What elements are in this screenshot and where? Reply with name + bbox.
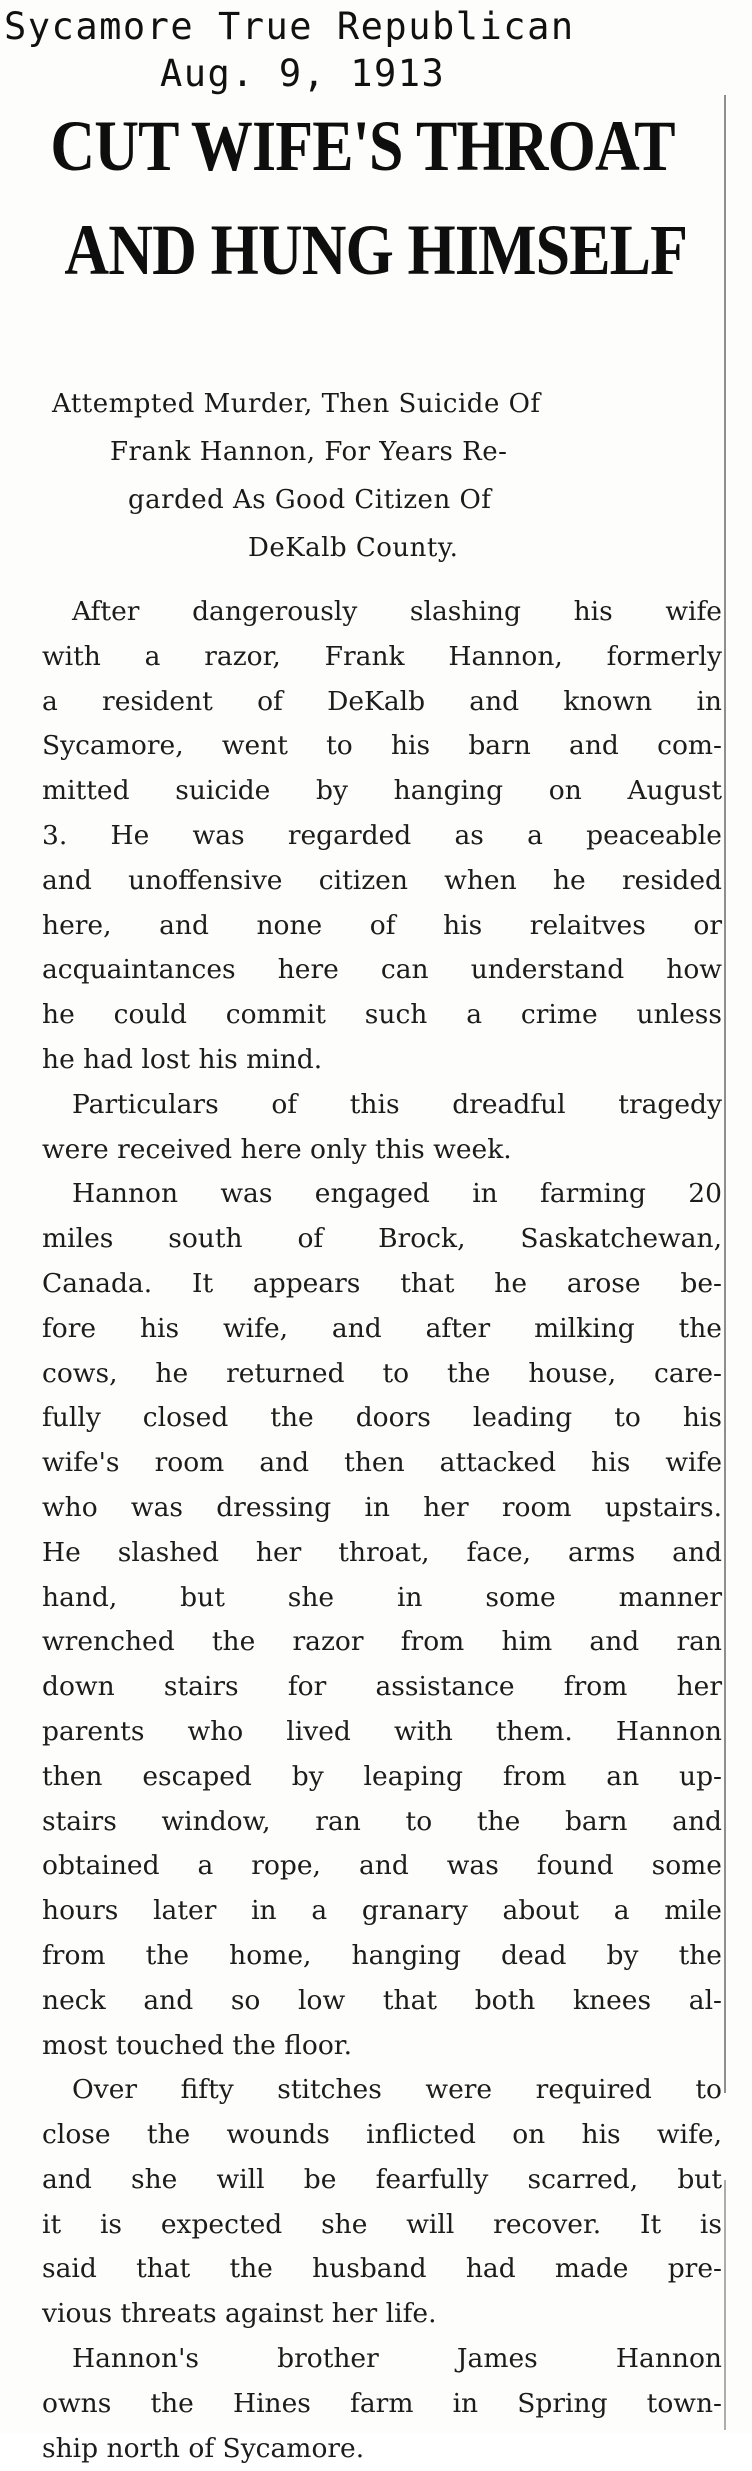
subheadline-line: DeKalb County. [248, 533, 459, 563]
article-line: Hannon was engaged in farming 20 [72, 1178, 722, 1210]
article-line: were received here only this week. [42, 1133, 512, 1165]
article-line: acquaintances here can understand how [42, 954, 722, 986]
article-line: Canada. It appears that he arose be- [42, 1267, 722, 1299]
article-line: and she will be fearfully scarred, but [42, 2163, 722, 2195]
publication-date: Aug. 9, 1913 [160, 52, 446, 95]
article-line: who was dressing in her room upstairs. [42, 1491, 722, 1523]
article-line: mitted suicide by hanging on August [42, 775, 722, 807]
article-line: then escaped by leaping from an up- [42, 1760, 722, 1792]
article-line: owns the Hines farm in Spring town- [42, 2387, 722, 2419]
article-line: obtained a rope, and was found some [42, 1850, 722, 1882]
article-line: cows, he returned to the house, care- [42, 1357, 722, 1389]
article-line: said that the husband had made pre- [42, 2253, 722, 2285]
article-body [42, 590, 722, 2471]
article-line: wrenched the razor from him and ran [42, 1626, 722, 1658]
column-rule [724, 95, 726, 2093]
article-line: and unoffensive citizen when he resided [42, 864, 722, 896]
subheadline-line: garded As Good Citizen Of [128, 485, 492, 515]
column-rule-lower [724, 2180, 726, 2430]
article-line: here, and none of his relaitves or [42, 909, 722, 941]
article-line: miles south of Brock, Saskatchewan, [42, 1223, 722, 1255]
article-line: wife's room and then attacked his wife [42, 1447, 722, 1479]
headline-line-2: AND HUNG HIMSELF [64, 210, 688, 290]
article-line: most touched the floor. [42, 2029, 352, 2061]
article-line: he had lost his mind. [42, 1043, 323, 1075]
article-line: Sycamore, went to his barn and com- [42, 730, 722, 762]
subheadline [0, 380, 541, 572]
article-line: parents who lived with them. Hannon [42, 1715, 722, 1747]
article-line: fore his wife, and after milking the [42, 1312, 722, 1344]
article-line: He slashed her throat, face, arms and [42, 1536, 722, 1568]
article-line: Particulars of this dreadful tragedy [72, 1088, 722, 1120]
article-line: hand, but she in some manner [42, 1581, 722, 1613]
subheadline-line: Frank Hannon, For Years Re- [110, 437, 508, 467]
article-line: it is expected she will recover. It is [42, 2208, 722, 2240]
publication-name: Sycamore True Republican [4, 5, 575, 48]
article-line: hours later in a granary about a mile [42, 1895, 722, 1927]
headline-line-1: CUT WIFE'S THROAT [50, 106, 675, 186]
article-line: with a razor, Frank Hannon, formerly [42, 640, 722, 672]
article-line: Over fifty stitches were required to [72, 2074, 722, 2106]
article-line: stairs window, ran to the barn and [42, 1805, 722, 1837]
article-line: neck and so low that both knees al- [42, 1984, 722, 2016]
article-line: from the home, hanging dead by the [42, 1939, 722, 1971]
article-line: down stairs for assistance from her [42, 1671, 722, 1703]
subheadline-line: Attempted Murder, Then Suicide Of [52, 389, 541, 419]
article-line: vious threats against her life. [42, 2298, 437, 2330]
article-line: ship north of Sycamore. [42, 2432, 365, 2464]
article-line: he could commit such a crime unless [42, 999, 722, 1031]
article-line: Hannon's brother James Hannon [72, 2343, 722, 2375]
article-line: close the wounds inflicted on his wife, [42, 2119, 722, 2151]
article-line: After dangerously slashing his wife [72, 596, 722, 627]
article-line: fully closed the doors leading to his [42, 1402, 722, 1434]
article-line: 3. He was regarded as a peaceable [42, 819, 722, 851]
article-line: a resident of DeKalb and known in [42, 685, 722, 717]
